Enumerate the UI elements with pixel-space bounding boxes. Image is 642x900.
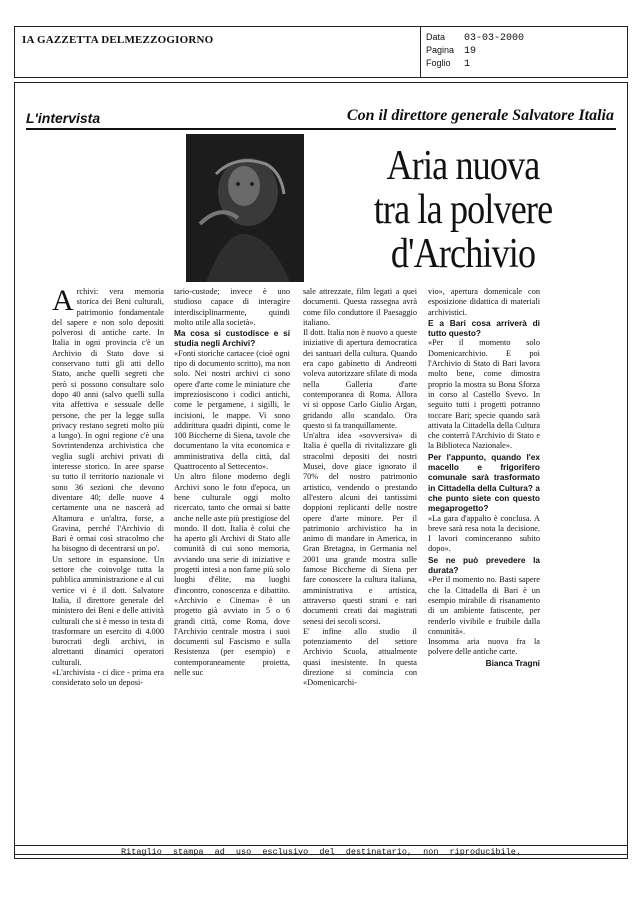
- section-rule: [26, 128, 616, 130]
- paragraph: Insomma aria nuova fra la polvere delle antiche carte.: [428, 637, 540, 657]
- meta-sheet-value: 1: [464, 59, 471, 70]
- meta-page: [426, 45, 476, 57]
- drop-cap: A: [52, 287, 74, 317]
- headline: [330, 144, 597, 276]
- paragraph: tario-custode; invece è uno studioso capace di interagire interdisciplinarmente, quindi molto utile alla società».: [174, 287, 290, 327]
- paragraph: sale attrezzate, film legati a quei documenti. Questa rassegna avrà come filo conduttore il Paesaggio italiano.: [303, 287, 417, 327]
- headline-line-2: tra la polvere: [373, 187, 553, 233]
- paragraph: «Fonti storiche cartacee (cioè ogni tipo di documento scritto), ma non solo. Nei nostri archivi ci sono opere d'arte come le miniature che impreziosiscono i codici antichi, come le pergamene, i sigilli, le incisioni, le mappe. Vi sono addirittura quadri dipinti, come le 100 Biccherne di Siena, tavole che documentano la vita economica e amministrativa della città, dal Quattrocento al Settecento».: [174, 348, 290, 472]
- paragraph: «Per il momento no. Basti sapere che la Cittadella di Bari è un esempio mirabile di risanamento di un ambiente fatiscente, per renderlo vivibile e fruibile dalla comunità».: [428, 575, 540, 636]
- section-label: L'intervista: [26, 110, 101, 126]
- paragraph: Un'altra idea «sovversiva» di Italia è quella di rivitalizzare gli stracolmi depositi dei nostri Musei, dove giace ignorato il 70% del nostro patrimonio artistico, vendendo o prestando all'estero alcuni dei tantissimi doppioni replicanti delle nostre opere d'arte minore. Per il patrimonio archivistico ha in animo di mandare in America, in Gran Bretagna, in Germania nel 2001 una grande mostra sulle famose Biccherne di Siena per fare conoscere la cultura italiana, amministrativa e artistica, attraverso questi strani e rari documenti creati dai magistrati senesi dei secoli scorsi.: [303, 431, 417, 626]
- meta-sheet: [426, 58, 470, 70]
- paragraph: E' infine allo studio il potenziamento del settore Archivio Scuola, attualmente quasi inesistente. In questa direzione si comincia con «Domenicarchi-: [303, 626, 417, 688]
- paragraph: Un altro filone moderno degli Archivi sono le foto d'epoca, un bene culturale oggi molto ricercato, tanto che ormai si batte anche nelle aste più prestigiose del mondo. Il dott. Italia è colui che ha aperto gli Archivi di Stato alle comunità di cui sono memoria, avviando una serie di iniziative e progetti intesi a non farne più solo luoghi d'élite, ma luoghi d'incontro, conoscenza e dibattito. «Archivio e Cinema» è un progetto già avviato in 5 o 6 grandi città, come Roma, dove l'Archivio centrale mostra i suoi documenti sul Fascismo e sulla Resistenza (per esempio) e contemporaneamente proietta, nelle suc: [174, 472, 290, 677]
- article-column-1: [52, 287, 164, 787]
- paragraph: Il dott. Italia non è nuovo a queste iniziative di apertura democratica dei santuari della cultura. Quando era capo gabinetto di Andreotti voleva autorizzare sfilate di moda nella Galleria d'arte contemporanea di Roma. Allora vi si oppose Carlo Giulio Argan, gridando allo scandalo. Ora questo si fa tranquillamente.: [303, 328, 417, 430]
- meta-page-value: 19: [464, 46, 477, 57]
- author-signature: Bianca Tragni: [485, 657, 540, 668]
- paragraph: «La gara d'appalto è conclusa. A breve sarà resa nota la decisione. I lavori cominceranno subito dopo».: [428, 513, 540, 554]
- meta-date-value: 03-03-2000: [464, 33, 525, 44]
- masthead: IA GAZZETTA DELMEZZOGIORNO: [22, 34, 214, 46]
- article-column-3: [303, 287, 417, 787]
- paragraph: «L'archivista - ci dice - prima era considerato solo un deposi-: [52, 667, 164, 688]
- kicker: Con il direttore generale Salvatore Italia: [346, 107, 614, 124]
- article-column-4: [428, 287, 540, 787]
- interview-question: E a Bari cosa arriverà di tutto questo?: [428, 317, 540, 339]
- article-column-2: [174, 287, 290, 787]
- meta-page-label: Pagina: [426, 45, 455, 55]
- headline-line-3: d'Archivio: [390, 231, 536, 277]
- paragraph: rchivi: vera memoria storica dei Beni culturali, patrimonio fondamentale del sapere e non solo depositi polverosi di antiche carte. In Italia in ogni provincia c'è un Archivio di Stato dove si conservano tutti gli atti dello Stato, anche quelli segreti che però si possono consultare solo dopo 40 anni (salvo quelli sulla vita affettiva e sessuale delle persone, che per la legge sulla privacy restano segreti molto più a lungo). In ogni regione c'è una Sovrintendenza archivistica che veglia sugli archivi privati di interesse storico. In aree sparse su tutto il territorio nazionale vi sono 36 sezioni che devono diventare 40; delle nuove 4 certamente una ne nascerà ad Altamura e un'altra, forse, a Gravina, perché l'Archivio di Bari è ormai così stracolmo che ha bisogno di decentrarsi un po'.: [52, 287, 164, 554]
- paragraph: «Per il momento solo Domenicarchivio. E poi l'Archivio di Stato di Bari lavora molto bene, come dimostra proprio la mostra su Bona Sforza in corso al Castello Svevo. In seguito tutti i progetti potranno toccare Bari; specie quando sarà attivata la Cittadella della Cultura che conterrà l'Archivio di Stato e la Biblioteca Nazionale».: [428, 338, 540, 451]
- paragraph: Un settore in espansione. Un settore che coinvolge tutta la pubblica amministrazione e al cui vertice vi è il dott. Salvatore Italia, il direttore generale del ministero dei Beni e delle attività culturali che si è messo in testa di trasformare un esercito di 4.000 burocrati degli archivi, in altrettanti dinamici operatori culturali.: [52, 554, 164, 667]
- interview-question: Per l'appunto, quando l'ex macello e frigorifero comunale sarà trasformato in Cittadella della Cultura? a che punto siete con questo megaprogetto?: [428, 451, 540, 514]
- meta-date: [426, 32, 524, 44]
- paragraph: vio», apertura domenicale con esposizione didattica di materiali archivistici.: [428, 287, 540, 317]
- reproduction-notice: Ritaglio stampa ad uso esclusivo del destinatario, non riproducibile.: [14, 845, 628, 859]
- interview-question: Se ne può prevedere la durata?: [428, 554, 540, 576]
- interview-question: Ma cosa si custodisce e si studia negli Archivi?: [174, 328, 290, 349]
- meta-sheet-label: Foglio: [426, 58, 451, 68]
- headline-line-1: Aria nuova: [386, 143, 540, 189]
- interview-photo: [186, 134, 304, 282]
- meta-date-label: Data: [426, 32, 446, 42]
